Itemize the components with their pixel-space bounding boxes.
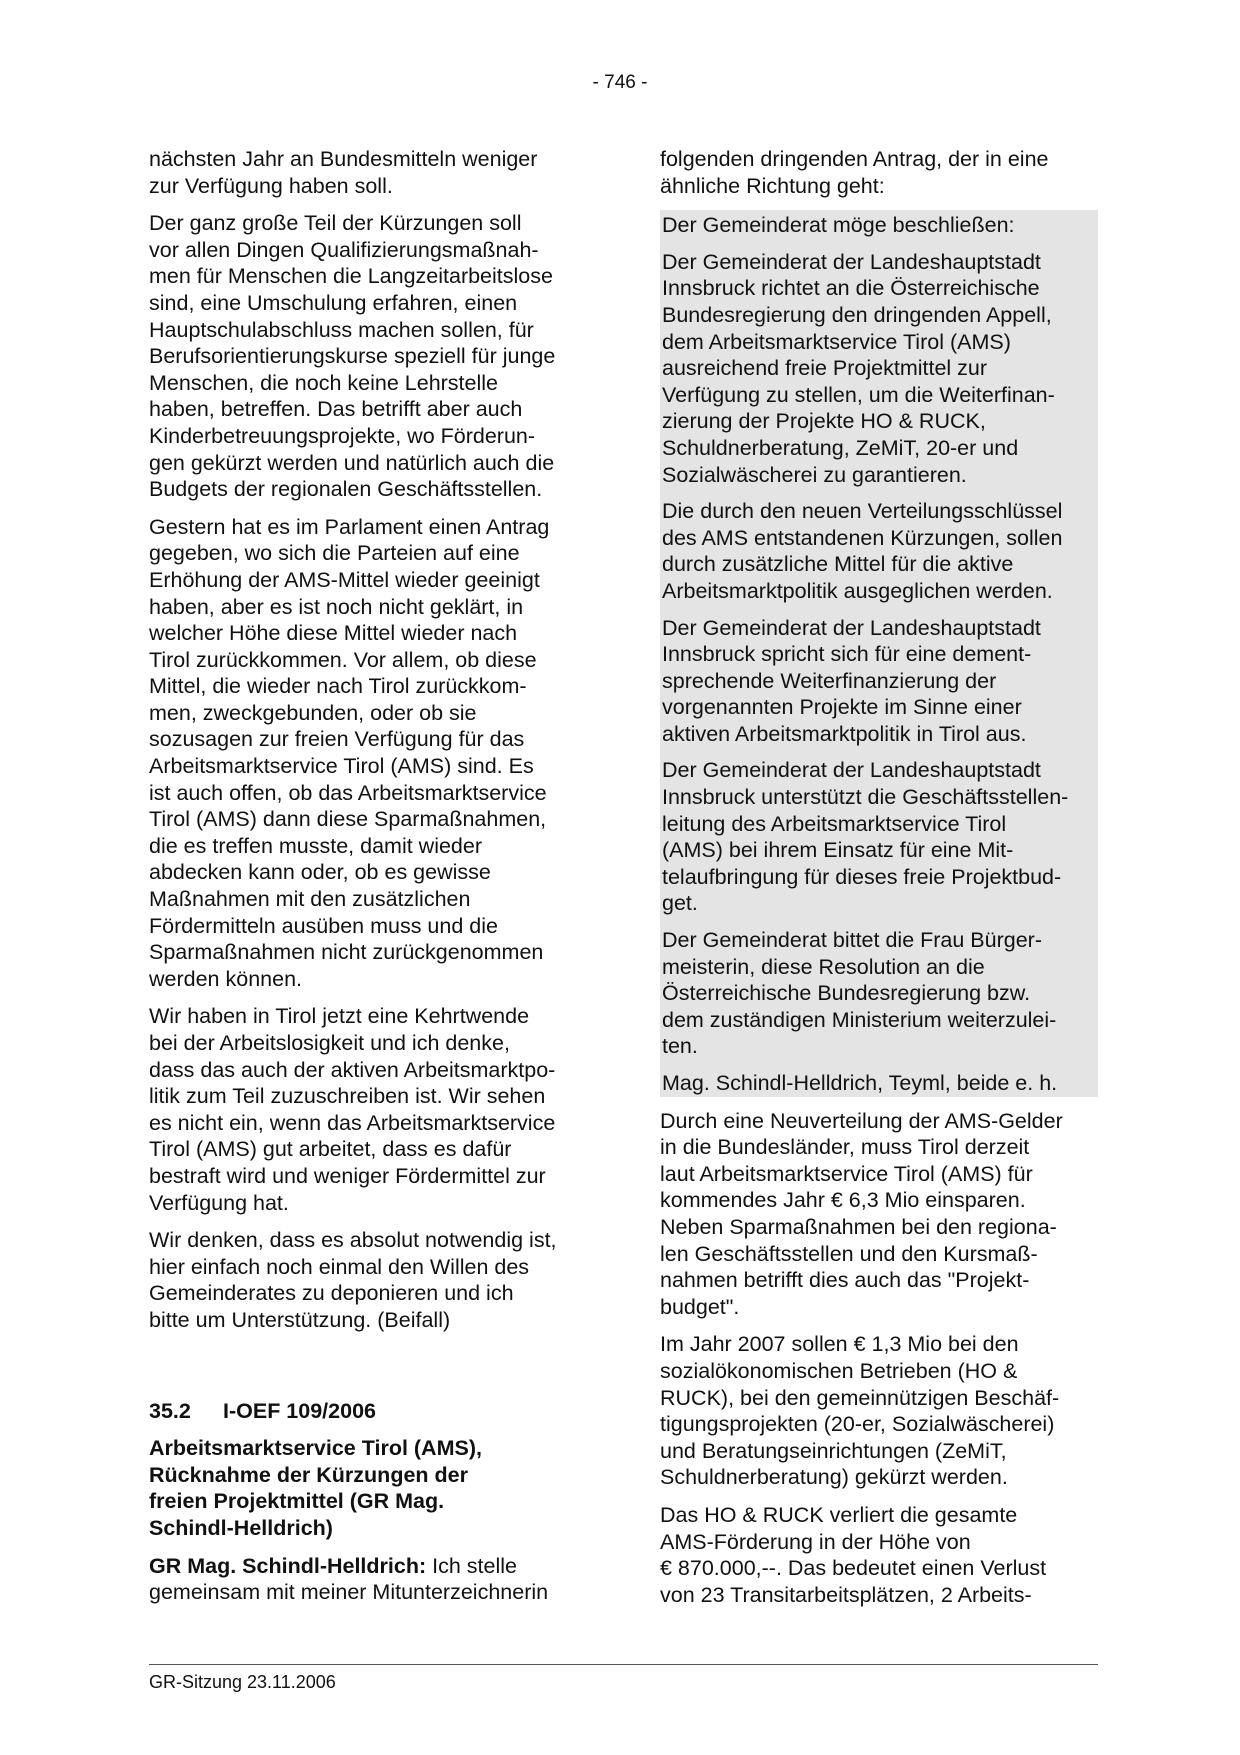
motion-paragraph: Der Gemeinderat möge beschließen: [662, 213, 1015, 238]
speaker-name: GR Mag. Schindl-Helldrich: [149, 1553, 427, 1578]
motion-paragraph: Der Gemeinderat der Landeshauptstadt Innsbruck spricht sich für eine dement- sprechende Weiterfinanzierung der vorgenannten Projekte im Sinne einer aktiven Arbeitsmarktpolitik in Tirol aus. [662, 615, 1041, 746]
motion-box [660, 210, 1098, 1096]
section-heading [149, 1398, 589, 1425]
paragraph: Durch eine Neuverteilung der AMS-Gelder in die Bundesländer, muss Tirol derzeit laut Arbeitsmarktservice Tirol (AMS) für kommendes Jahr € 6,3 Mio einsparen. Neben Sparmaßnahmen bei den regiona- len Geschäftsstellen und den Kursmaß- nahmen betrifft dies auch das "Projekt- budget". [660, 1108, 1063, 1319]
motion-paragraph: Der Gemeinderat der Landeshauptstadt Innsbruck richtet an die Österreichische Bundesregierung den dringenden Appell, dem Arbeitsmarktservice Tirol (AMS) ausreichend freie Projektmittel zur Verfügung zu stellen, um die Weiterfinan- zierung der Projekte HO & RUCK, Schuldnerberatung, ZeMiT, 20-er und Sozialwäscherei zu garantieren. [662, 249, 1055, 487]
motion-paragraph: Die durch den neuen Verteilungsschlüssel des AMS entstandenen Kürzungen, sollen durch zusätzliche Mittel für die aktive Arbeitsmarktpolitik ausgeglichen werden. [662, 499, 1063, 603]
motion-signatories: Mag. Schindl-Helldrich, Teyml, beide e. h. [662, 1071, 1058, 1095]
paragraph: Der ganz große Teil der Kürzungen soll vor allen Dingen Qualifizierungsmaßnah- men für Menschen die Langzeitarbeitslose sind, eine Umschulung erfahren, einen Hauptschulabschluss machen sollen, für Berufsorientierungskurse speziell für junge Menschen, die noch keine Lehrstelle haben, betreffen. Das betrifft aber auch Kinderbetreuungsprojekte, wo Förderun- gen gekürzt werden und natürlich auch die Budgets der regionalen Geschäftsstellen. [149, 211, 556, 502]
paragraph: Wir haben in Tirol jetzt eine Kehrtwende bei der Arbeitslosigkeit und ich denke, dass das auch der aktiven Arbeitsmarktpo- litik zum Teil zuzuschreiben ist. Wir sehen es nicht ein, wenn das Arbeitsmarktservice Tirol (AMS) gut arbeitet, dass es dafür bestraft wird und weniger Fördermittel zur Verfügung hat. [149, 1004, 556, 1215]
right-column [660, 146, 1098, 1619]
paragraph: nächsten Jahr an Bundesmitteln weniger zur Verfügung haben soll. [149, 147, 538, 198]
paragraph: Das HO & RUCK verliert die gesamte AMS-Förderung in der Höhe von € 870.000,--. Das bedeutet einen Verlust von 23 Transitarbeitsplätzen, 2 Arbeits- [660, 1502, 1047, 1607]
section-spacer [149, 1345, 589, 1398]
section-code: I-OEF 109/2006 [223, 1398, 376, 1423]
paragraph: Wir denken, dass es absolut notwendig ist, hier einfach noch einmal den Willen des Gemeinderates zu deponieren und ich bitte um Unterstützung. (Beifall) [149, 1228, 557, 1332]
footer-text: GR-Sitzung 23.11.2006 [149, 1672, 336, 1692]
section-number: 35.2 [149, 1398, 191, 1423]
paragraph: folgenden dringenden Antrag, der in eine ähnliche Richtung geht: [660, 147, 1049, 198]
page-number: - 746 - [592, 72, 648, 93]
section-title: Arbeitsmarktservice Tirol (AMS), Rücknahme der Kürzungen der freien Projektmittel (GR Mag. Schindl-Helldrich) [149, 1436, 482, 1540]
paragraph: Gestern hat es im Parlament einen Antrag gegeben, wo sich die Parteien auf eine Erhöhung der AMS-Mittel wieder geeinigt haben, aber es ist noch nicht geklärt, in welcher Höhe diese Mittel wieder nach Tirol zurückkommen. Vor allem, ob diese Mittel, die wieder nach Tirol zurückkom- men, zweckgebunden, oder ob sie sozusagen zur freien Verfügung für das Arbeitsmarktservice Tirol (AMS) sind. Es ist auch offen, ob das Arbeitsmarktservice Tirol (AMS) dann diese Sparmaßnahmen, die es treffen musste, damit wieder abdecken kann oder, ob es gewisse Maßnahmen mit den zusätzlichen Fördermitteln ausüben muss und die Sparmaßnahmen nicht zurückgenommen werden können. [149, 514, 550, 991]
left-column [149, 146, 589, 1617]
speaker-text: Ich stelle gemeinsam mit meiner Mitunterzeichnerin [149, 1553, 549, 1605]
motion-paragraph: Der Gemeinderat der Landeshauptstadt Innsbruck unterstützt die Geschäftsstellen- leitung des Arbeitsmarktservice Tirol (AMS) bei ihrem Einsatz für eine Mit- telaufbringung für dieses freie Projektbud- get. [662, 758, 1069, 916]
speaker-paragraph [149, 1553, 589, 1606]
paragraph: Im Jahr 2007 sollen € 1,3 Mio bei den sozialökonomischen Betrieben (HO & RUCK), bei den gemeinnützigen Beschäf- tigungsprojekten (20-er, Sozialwäscherei) und Beratungseinrichtungen (ZeMiT, Schuldnerberatung) gekürzt werden. [660, 1332, 1060, 1490]
footer-divider [149, 1664, 1098, 1665]
motion-paragraph: Der Gemeinderat bittet die Frau Bürger- meisterin, diese Resolution an die Österreichische Bundesregierung bzw. dem zuständigen Ministerium weiterzulei- ten. [662, 928, 1057, 1059]
